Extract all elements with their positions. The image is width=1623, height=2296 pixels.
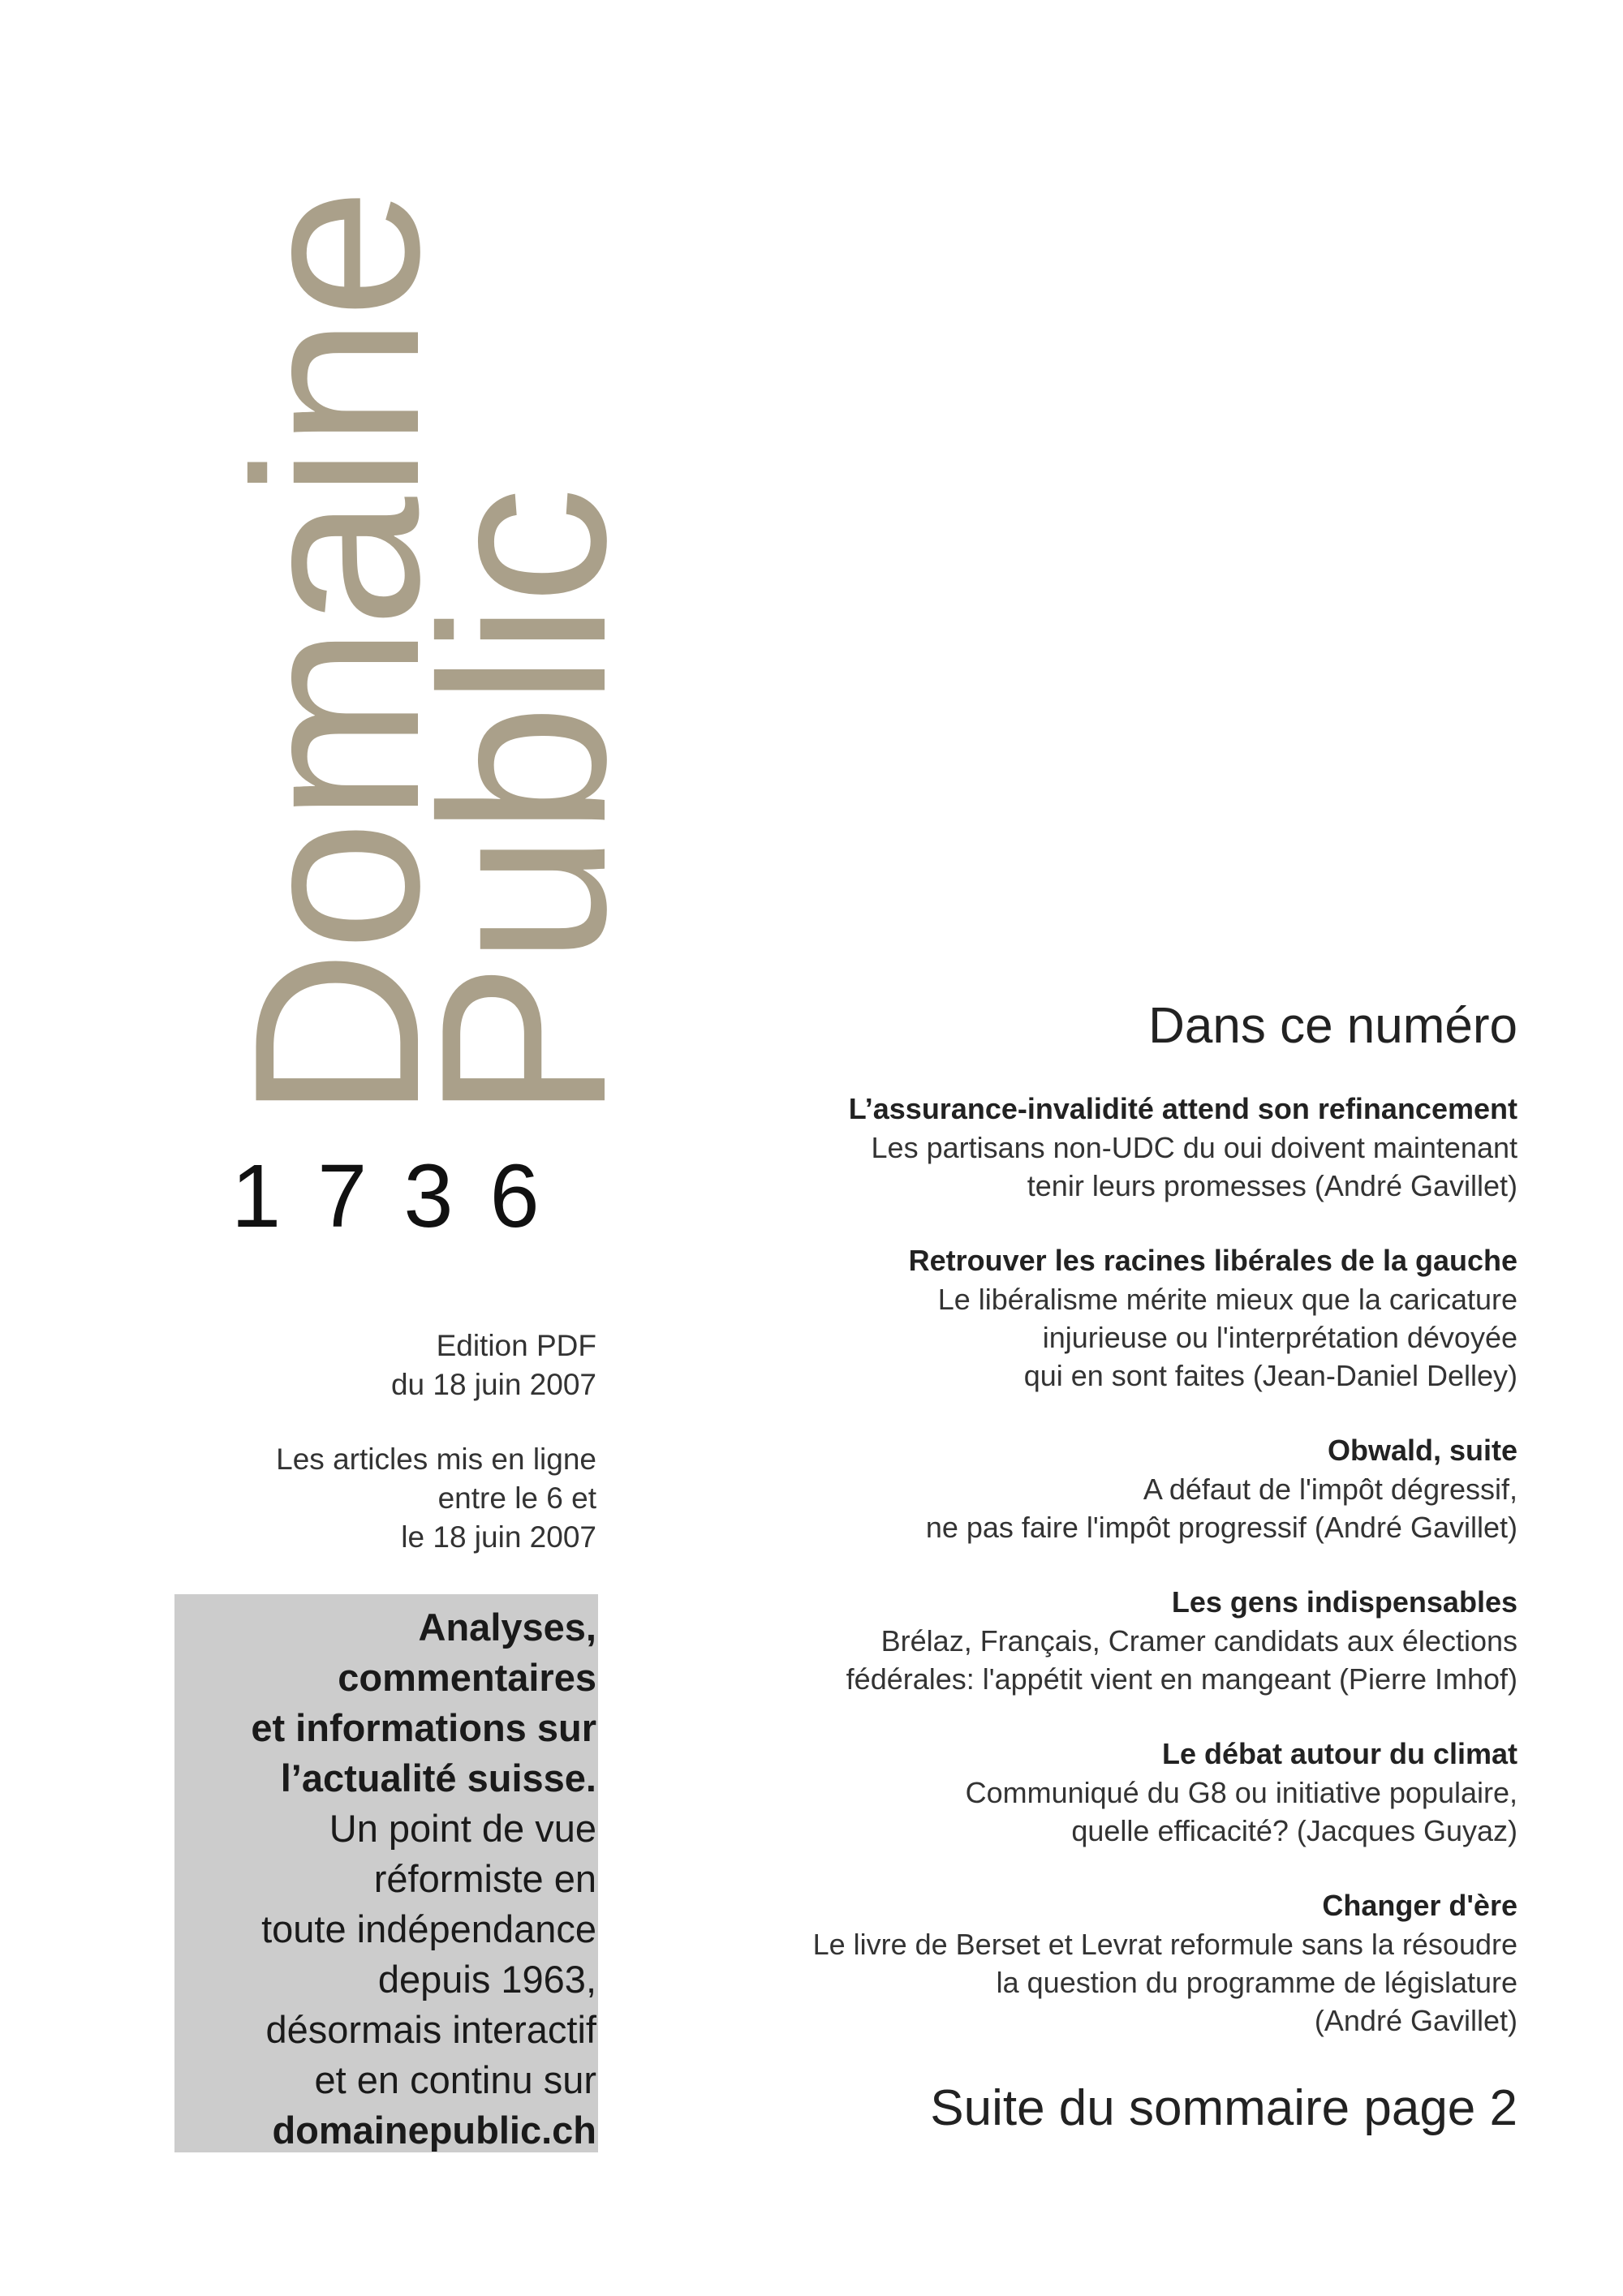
articles-range-line1: Les articles mis en ligne xyxy=(276,1443,596,1476)
toc-item-summary: fédérales: l'appétit vient en mangeant (Pierre Imhof) xyxy=(846,1662,1518,1696)
toc-item-summary: injurieuse ou l'interprétation dévoyée xyxy=(1042,1321,1518,1354)
toc-item-title[interactable]: L’assurance-invalidité attend son refinancement xyxy=(848,1092,1518,1125)
toc-continued-note: Suite du sommaire page 2 xyxy=(930,2080,1518,2136)
toc-heading: Dans ce numéro xyxy=(1148,998,1518,1054)
edition-info xyxy=(142,1326,596,1557)
masthead-domaine: Domaine xyxy=(205,189,468,1120)
edition-date: du 18 juin 2007 xyxy=(390,1368,596,1401)
toc-item-summary: tenir leurs promesses (André Gavillet) xyxy=(1027,1169,1518,1202)
toc-item[interactable] xyxy=(625,1090,1518,1205)
toc-item-title[interactable]: Retrouver les racines libérales de la gauche xyxy=(908,1244,1518,1277)
promo-box xyxy=(174,1594,598,2152)
toc-item-title[interactable]: Obwald, suite xyxy=(1327,1434,1518,1467)
toc-item-title[interactable]: Changer d'ère xyxy=(1322,1889,1518,1922)
toc-item[interactable] xyxy=(625,1735,1518,1850)
toc-item-summary: Communiqué du G8 ou initiative populaire, xyxy=(965,1776,1518,1809)
toc-item[interactable] xyxy=(625,1241,1518,1395)
toc-item[interactable] xyxy=(625,1583,1518,1698)
toc-item-summary: A défaut de l'impôt dégressif, xyxy=(1143,1473,1518,1506)
toc-item-summary: ne pas faire l'impôt progressif (André Gavillet) xyxy=(925,1511,1518,1544)
articles-range-line3: le 18 juin 2007 xyxy=(401,1520,596,1554)
promo-line: désormais interactif xyxy=(265,2008,596,2051)
edition-label: Edition PDF xyxy=(436,1329,596,1362)
toc-item-title[interactable]: Les gens indispensables xyxy=(1171,1585,1518,1619)
toc-item-summary: Le libéralisme mérite mieux que la caricature xyxy=(937,1283,1518,1316)
promo-bold-line: l’actualité suisse. xyxy=(280,1756,596,1799)
promo-bold-line: commentaires xyxy=(338,1656,596,1699)
masthead-public: Public xyxy=(392,488,655,1120)
toc-item-summary: qui en sont faites (Jean-Daniel Delley) xyxy=(1023,1359,1518,1392)
toc-item-summary: Les partisans non-UDC du oui doivent maintenant xyxy=(871,1131,1518,1164)
toc-item[interactable] xyxy=(625,1431,1518,1546)
toc-item-summary: Le livre de Berset et Levrat reformule sans la résoudre xyxy=(812,1928,1518,1961)
toc-item-title[interactable]: Le débat autour du climat xyxy=(1161,1737,1518,1770)
toc-item-summary: Brélaz, Français, Cramer candidats aux élections xyxy=(880,1624,1518,1658)
promo-line: toute indépendance xyxy=(261,1907,596,1950)
toc-item-summary: la question du programme de législature xyxy=(996,1966,1518,1999)
promo-line: et en continu sur xyxy=(314,2058,596,2101)
issue-number: 1736 xyxy=(231,1146,576,1246)
promo-line: réformiste en xyxy=(373,1857,596,1900)
table-of-contents xyxy=(625,994,1518,2141)
promo-line: Un point de vue xyxy=(329,1807,596,1850)
toc-item[interactable] xyxy=(625,1886,1518,2040)
toc-item-summary: (André Gavillet) xyxy=(1314,2004,1518,2037)
promo-bold-line: et informations sur xyxy=(251,1706,596,1749)
site-link[interactable]: domainepublic.ch xyxy=(272,2109,596,2152)
promo-bold-line: Analyses, xyxy=(418,1606,596,1649)
promo-line: depuis 1963, xyxy=(377,1958,596,2001)
articles-range-line2: entre le 6 et xyxy=(437,1481,596,1515)
toc-item-summary: quelle efficacité? (Jacques Guyaz) xyxy=(1071,1814,1518,1847)
